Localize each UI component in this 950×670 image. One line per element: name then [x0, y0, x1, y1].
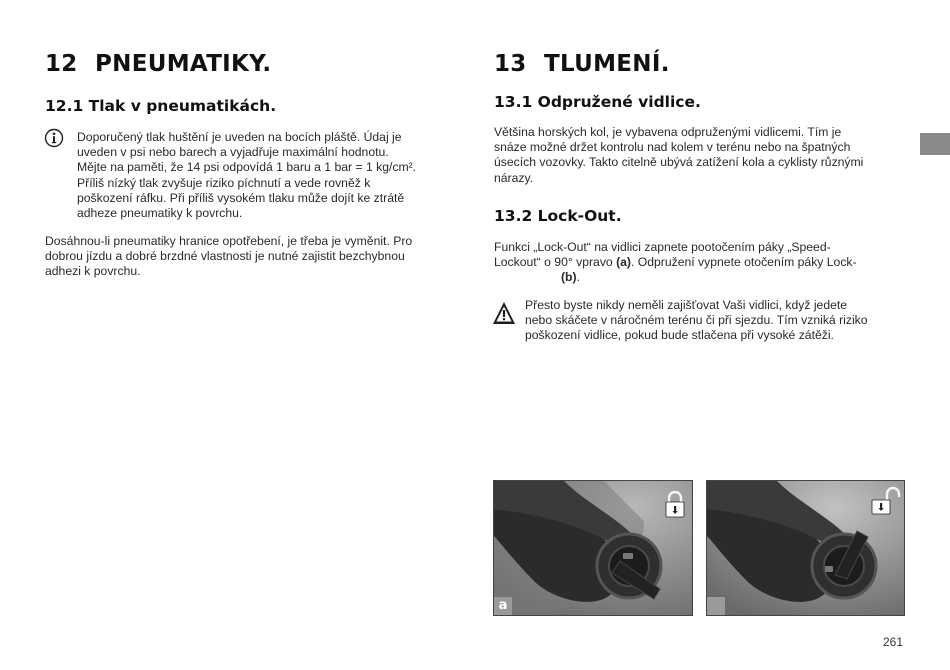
warning-line: Přesto byste nikdy neměli zajišťovat Vaši vidlici, když jedete: [525, 298, 848, 312]
chapter-number: 12: [45, 51, 78, 77]
info-line: Mějte na paměti, že 14 psi odpovídá 1 baru a 1 bar = 1 kg/cm².: [77, 160, 417, 175]
info-line: uveden v psi nebo barech a vyjadřuje maximální hodnotu.: [77, 145, 389, 160]
info-line: Příliš nízký tlak zvyšuje riziko píchnutí a vede rovněž k: [77, 175, 371, 190]
warning-line: poškození vidlice, pokud bude stlačena při vysoké zátěži.: [525, 328, 834, 343]
lockout-photo-b: [706, 480, 905, 616]
warning-note: [525, 298, 910, 344]
figure-ref-b: (b): [561, 270, 577, 285]
paragraph-line: adhezi k povrchu.: [45, 264, 141, 279]
chapter-title-text: PNEUMATIKY.: [95, 51, 272, 77]
warning-line: nebo skáčete v náročném terénu či při sjezdu. Tím vzniká riziko: [525, 313, 868, 328]
section-title-12-1: 12.1 Tlak v pneumatikách.: [45, 97, 277, 115]
lock-open-icon: [870, 483, 902, 515]
section-title-13-2: 13.2 Lock-Out.: [494, 207, 622, 225]
paragraph-line: snáze možné držet kontrolu nad kolem v terénu nebo na špatných: [494, 140, 851, 155]
info-line: poškození ráfku. Při příliš vysokém tlaku může dojít ke ztrátě: [77, 190, 405, 205]
paragraph-line: Dosáhnou-li pneumatiky hranice opotřebení, je třeba je vyměnit. Pro: [45, 234, 413, 248]
info-icon: [44, 128, 64, 148]
paragraph-line: úsecích vozovky. Takto citelně ubývá zatížení kola a cyklisty různými: [494, 155, 864, 170]
section-title-13-1: 13.1 Odpružené vidlice.: [494, 93, 701, 111]
figure-ref-a: (a): [616, 255, 631, 270]
fork-paragraph: [494, 125, 909, 186]
chapter-title-text: TLUMENÍ.: [544, 51, 670, 77]
photo-label-a: a: [494, 597, 512, 615]
paragraph-line: Funkci „Lock-Out“ na vidlici zapnete pootočením páky „Speed-: [494, 240, 831, 254]
info-line: adheze pneumatiky k povrchu.: [77, 206, 243, 221]
lockout-photo-a: [493, 480, 693, 616]
lockout-paragraph: [494, 240, 909, 286]
chapter-title-13: [494, 51, 670, 77]
paragraph-line: nárazy.: [494, 170, 534, 185]
tyre-wear-paragraph: [45, 234, 465, 280]
paragraph-line: (b).: [561, 270, 580, 285]
warning-icon: [492, 300, 516, 326]
chapter-tab-marker: [920, 133, 950, 155]
lock-closed-icon: [664, 490, 686, 518]
chapter-title-12: [45, 51, 271, 77]
info-line: Doporučený tlak huštění je uveden na bocích pláště. Údaj je: [77, 130, 402, 144]
paragraph-line: Lockout“ o 90° vpravo (a). Odpružení vypnete otočením páky Lock-: [494, 255, 857, 270]
paragraph-line: Většina horských kol, je vybavena odpruženými vidlicemi. Tím je: [494, 125, 842, 139]
paragraph-line: dobrou jízdu a dobré brzdné vlastnosti je nutné zajistit bezchybnou: [45, 249, 405, 264]
chapter-number: 13: [494, 51, 527, 77]
page-number: 261: [883, 635, 904, 649]
info-note: [77, 130, 467, 221]
